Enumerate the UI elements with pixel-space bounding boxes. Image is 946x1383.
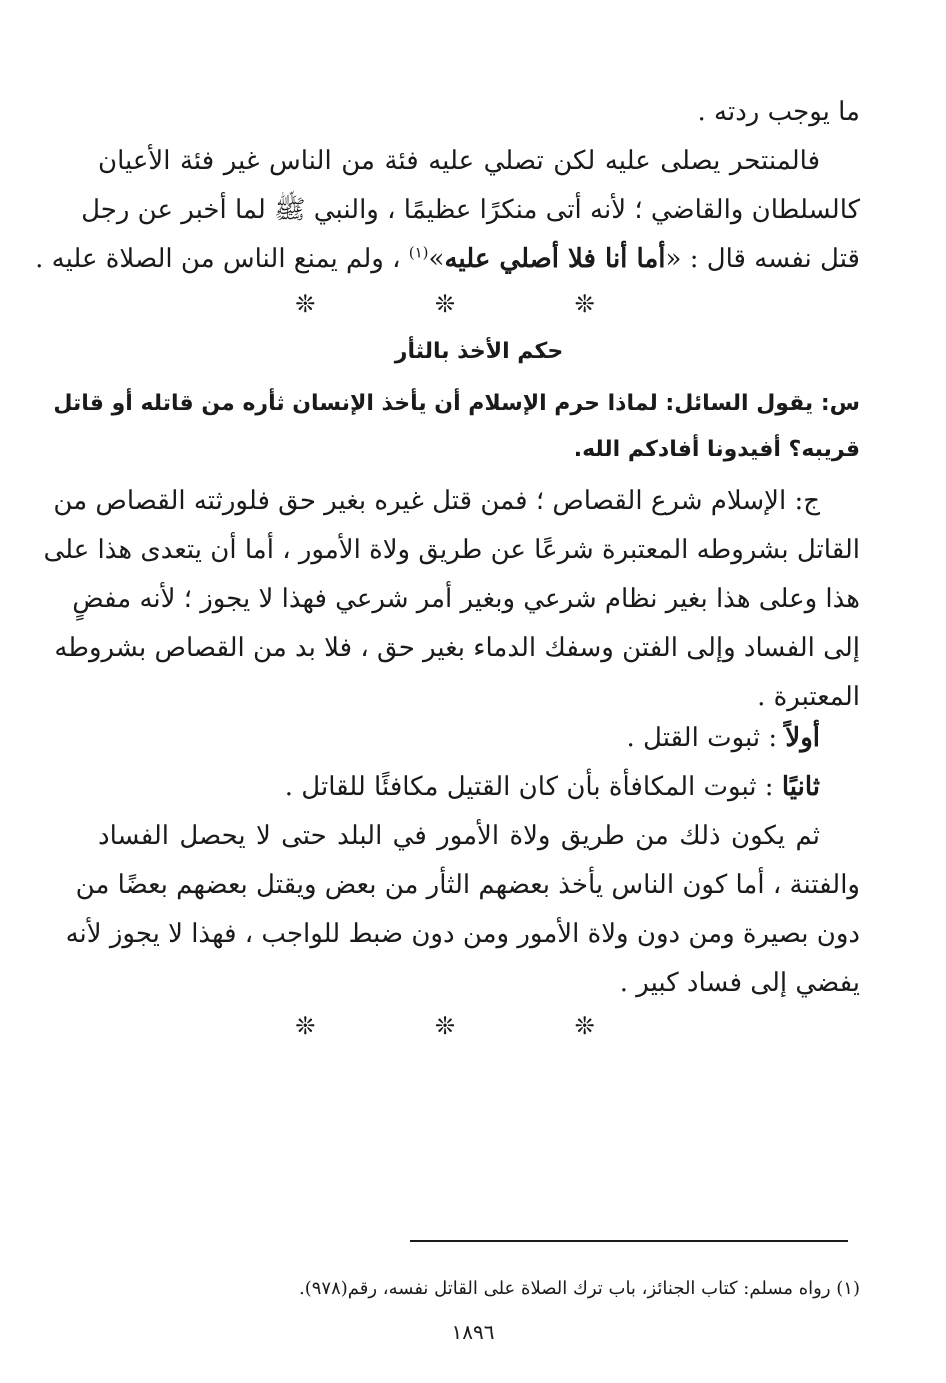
answer-line: إلى الفساد وإلى الفتن وسفك الدماء بغير حق ، فلا بد من القصاص بشروطه — [54, 633, 860, 663]
answer-line: القاتل بشروطه المعتبرة شرعًا عن طريق ولاة الأمور ، أما أن يتعدى هذا على — [43, 535, 860, 565]
text-fragment: قتل نفسه قال : « — [665, 244, 860, 274]
point-first — [98, 716, 860, 760]
point-text: : ثبوت القتل . — [626, 723, 786, 753]
answer-line: المعتبرة . — [757, 682, 860, 712]
footnote: (١) رواه مسلم: كتاب الجنائز، باب ترك الصلاة على القاتل نفسه، رقم(٩٧٨). — [299, 1278, 860, 1299]
section-heading: حكم الأخذ بالثأر — [394, 339, 564, 364]
conclusion-line: ثم يكون ذلك من طريق ولاة الأمور في البلد حتى لا يحصل الفساد — [98, 821, 820, 851]
footnote-ref: (١) — [408, 243, 429, 262]
conclusion-line: دون بصيرة ومن دون ولاة الأمور ومن دون ضبط للواجب ، فهذا لا يجوز لأنه — [65, 919, 860, 949]
body-line: ما يوجب ردته . — [697, 97, 860, 127]
footnote-separator — [410, 1240, 848, 1242]
body-line: فالمنتحر يصلى عليه لكن تصلي عليه فئة من الناس غير فئة الأعيان — [98, 146, 820, 176]
text-fragment: » — [428, 244, 445, 274]
point-second — [98, 765, 860, 809]
body-line: كالسلطان والقاضي ؛ لأنه أتى منكرًا عظيمًا ، والنبي ﷺ لما أخبر عن رجل — [81, 195, 860, 225]
answer-line: ج: الإسلام شرع القصاص ؛ فمن قتل غيره بغير حق فلورثته القصاص من — [53, 486, 820, 516]
point-label: ثانيًا — [781, 772, 820, 802]
section-divider-stars: ❊ ❊ ❊ — [295, 1012, 651, 1040]
text-fragment: ، ولم يمنع الناس من الصلاة عليه . — [35, 244, 409, 274]
conclusion-line: يفضي إلى فساد كبير . — [619, 968, 860, 998]
question-line: س: يقول السائل: لماذا حرم الإسلام أن يأخذ الإنسان ثأره من قاتله أو قاتل — [53, 391, 860, 416]
hadith-quote: أما أنا فلا أصلي عليه — [444, 244, 666, 274]
question-line: قريبه؟ أفيدونا أفادكم الله. — [573, 437, 860, 462]
page-number: ١٨٩٦ — [451, 1320, 495, 1344]
point-label: أولاً — [785, 723, 820, 753]
answer-line: هذا وعلى هذا بغير نظام شرعي وبغير أمر شرعي فهذا لا يجوز ؛ لأنه مفضٍ — [72, 584, 860, 614]
section-divider-stars: ❊ ❊ ❊ — [295, 290, 651, 318]
point-text: : ثبوت المكافأة بأن كان القتيل مكافئًا للقاتل . — [284, 772, 782, 802]
conclusion-line: والفتنة ، أما كون الناس يأخذ بعضهم الثأر من بعض ويقتل بعضهم بعضًا من — [75, 870, 860, 900]
body-line-with-hadith — [35, 237, 860, 281]
